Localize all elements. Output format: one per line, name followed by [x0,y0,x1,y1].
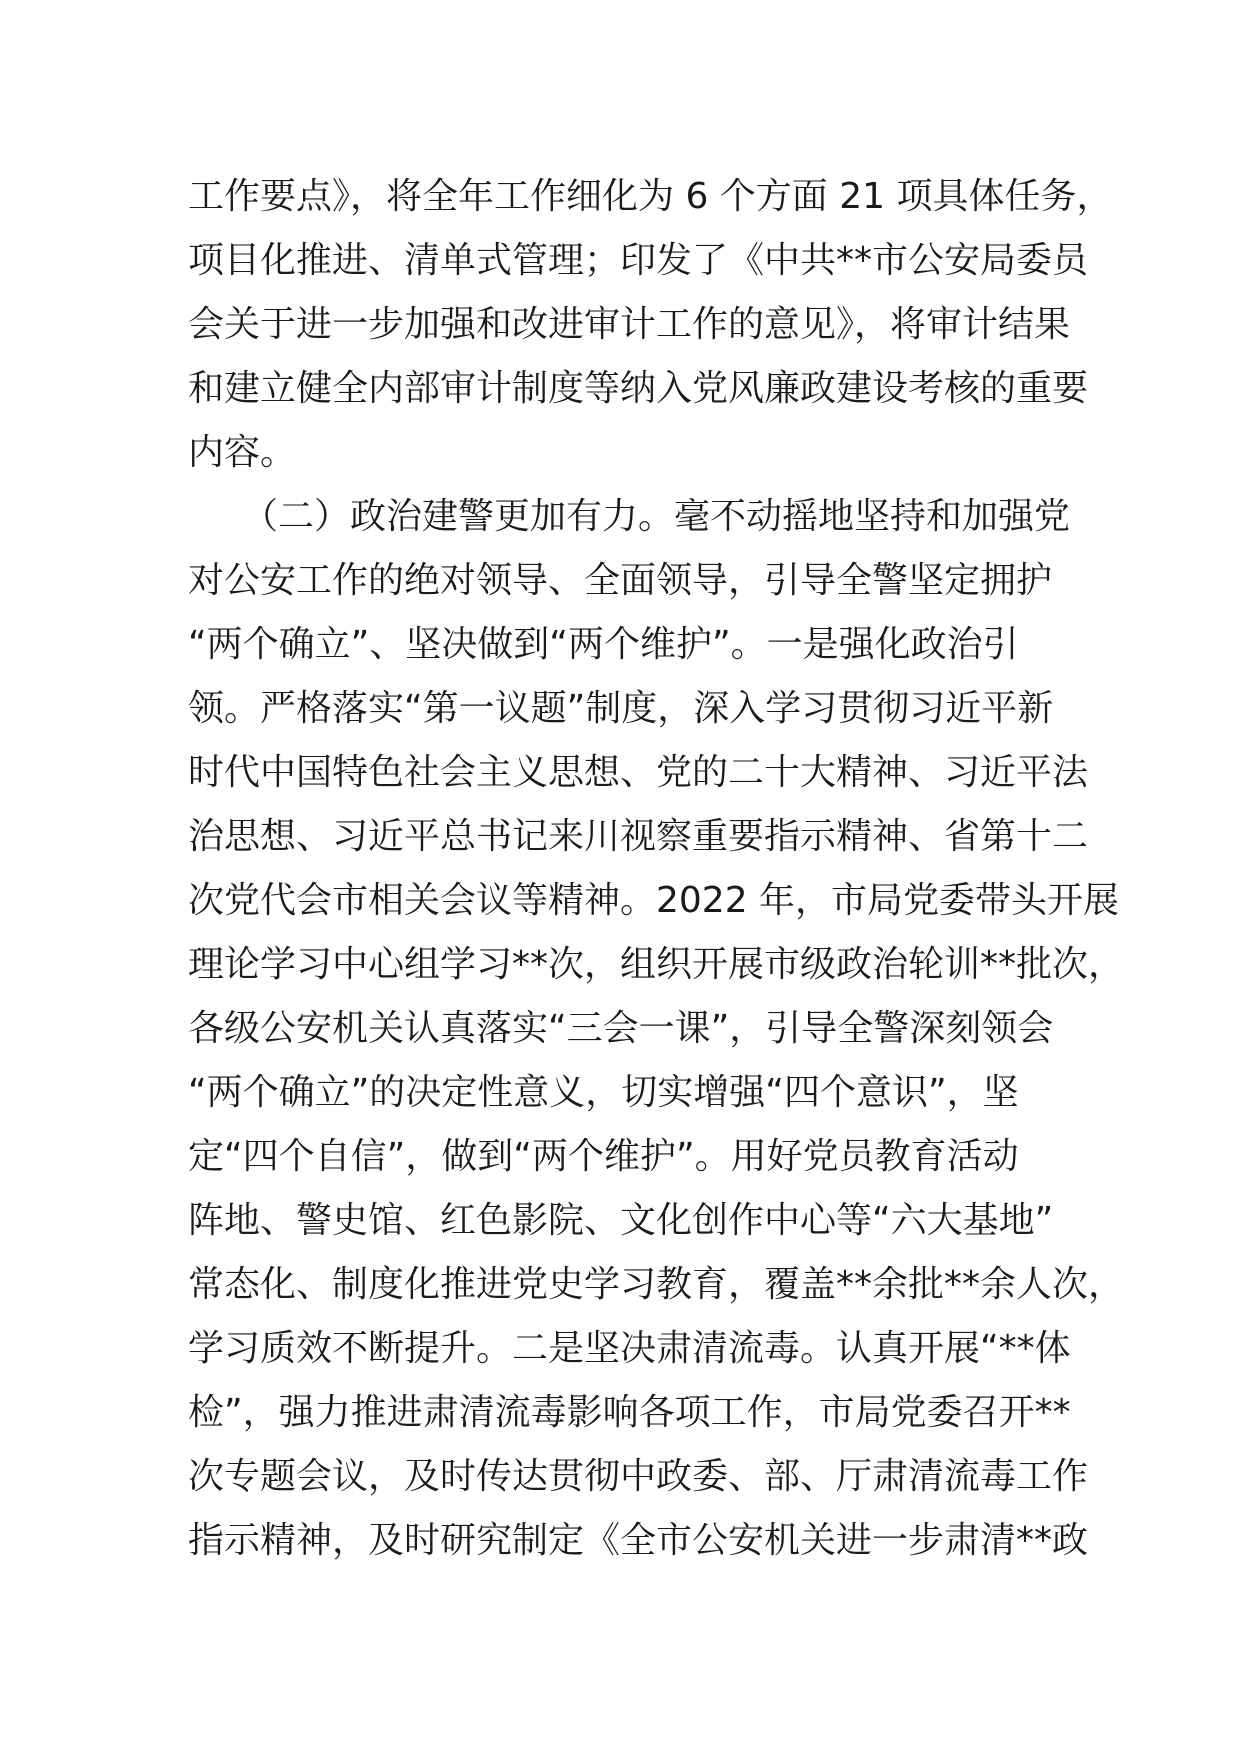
text-line: 次专题会议，及时传达贯彻中政委、部、厅肃清流毒工作 [188,1456,1089,1497]
text-line: 领。严格落实“第一议题”制度，深入学习贯彻习近平新 [188,688,1054,729]
text-line: 会关于进一步加强和改进审计工作的意见》，将审计结果 [188,304,1071,345]
text-line: 治思想、习近平总书记来川视察重要指示精神、省第十二 [188,816,1089,857]
text-line: 阵地、警史馆、红色影院、文化创作中心等“六大基地” [188,1200,1054,1241]
section-heading-line: （二）政治建警更加有力。毫不动摇地坚持和加强党 [188,496,1071,537]
text-line: 学习质效不断提升。二是坚决肃清流毒。认真开展“**体 [188,1328,1071,1369]
text-line: “两个确立”的决定性意义，切实增强“四个意识”，坚 [188,1072,1019,1113]
text-line: 次党代会市相关会议等精神。2022 年，市局党委带头开展 [188,880,1120,921]
text-line: 内容。 [188,432,297,473]
text-line: 各级公安机关认真落实“三会一课”，引导全警深刻领会 [188,1008,1054,1049]
text-line: 对公安工作的绝对领导、全面领导，引导全警坚定拥护 [188,560,1053,601]
body-text [188,165,1125,1573]
text-line: 检”，强力推进肃清流毒影响各项工作，市局党委召开** [188,1392,1071,1433]
text-line: “两个确立”、坚决做到“两个维护”。一是强化政治引 [188,624,1019,665]
text-line: 指示精神，及时研究制定《全市公安机关进一步肃清**政 [188,1520,1089,1561]
text-line: 时代中国特色社会主义思想、党的二十大精神、习近平法 [188,752,1089,793]
text-line: 理论学习中心组学习**次，组织开展市级政治轮训**批次， [188,944,1125,985]
text-line: 工作要点》，将全年工作细化为 6 个方面 21 项具体任务， [188,176,1113,217]
text-line: 常态化、制度化推进党史学习教育，覆盖**余批**余人次， [188,1264,1125,1305]
text-line: 定“四个自信”，做到“两个维护”。用好党员教育活动 [188,1136,1019,1177]
text-line: 和建立健全内部审计制度等纳入党风廉政建设考核的重要 [188,368,1089,409]
text-line: 项目化推进、清单式管理；印发了《中共**市公安局委员 [188,240,1089,281]
